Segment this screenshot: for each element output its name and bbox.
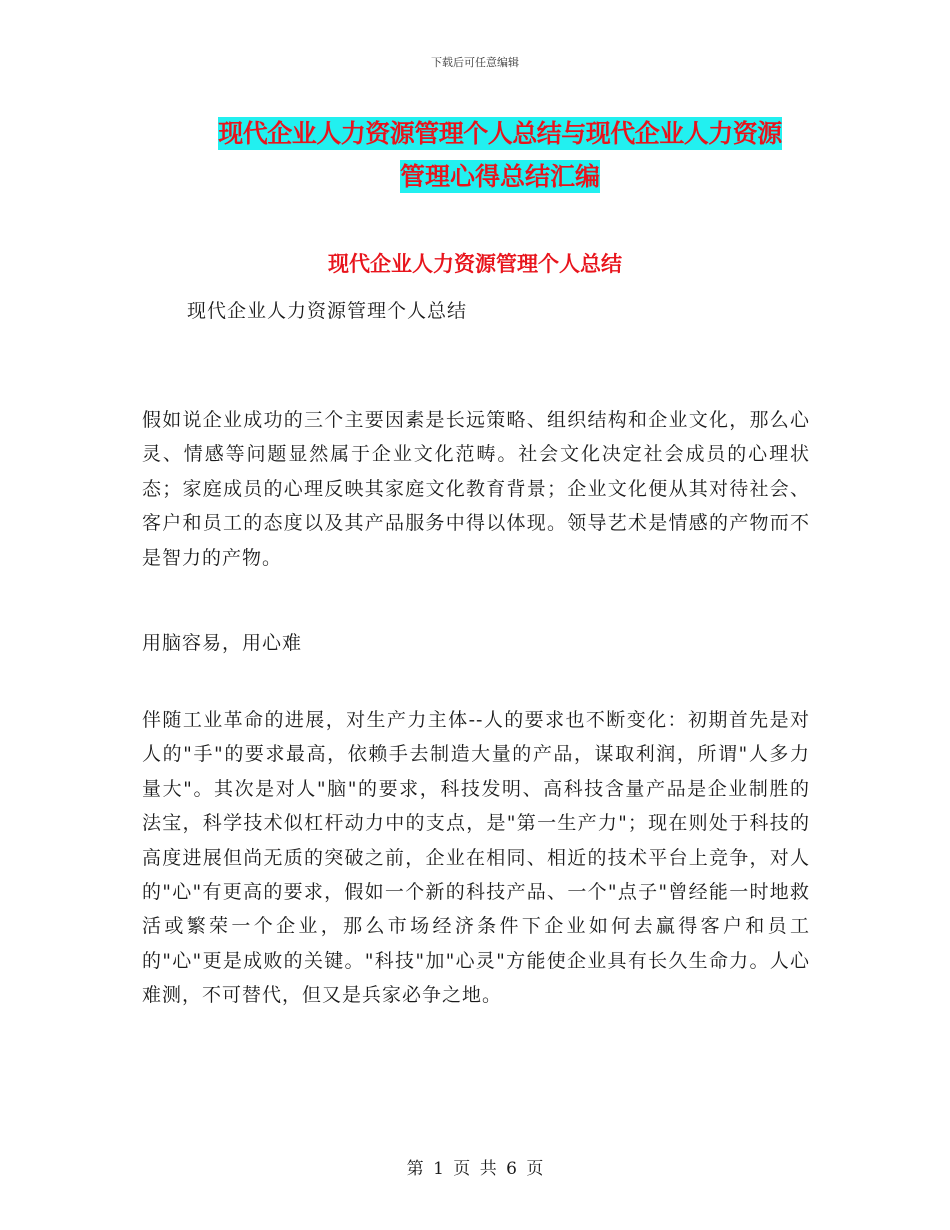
body-paragraph: 用脑容易，用心难 — [142, 632, 303, 654]
section-subtitle: 现代企业人力资源管理个人总结 — [187, 300, 468, 322]
body-paragraph: 假如说企业成功的三个主要因素是长远策略、组织结构和企业文化，那么心灵、情感等问题显然属于企业文化范畴。社会文化决定社会成员的心理状态；家庭成员的心理反映其家庭文化教育背景；企业文化便从其对待社会、客户和员工的态度以及其产品服务中得以体现。领导艺术是情感的产物而不是智力的产物。 — [142, 409, 810, 569]
page-footer: 第 1 页 共 6 页 — [406, 1159, 544, 1179]
document-main-title — [190, 112, 810, 198]
main-title-line-1: 现代企业人力资源管理个人总结与现代企业人力资源 — [218, 119, 782, 148]
header-note: 下载后可任意编辑 — [431, 56, 519, 69]
body-paragraph: 伴随工业革命的进展，对生产力主体--人的要求也不断变化：初期首先是对人的"手"的要求最高，依赖手去制造大量的产品，谋取利润，所谓"人多力量大"。其次是对人"脑"的要求，科技发明、高科技含量产品是企业制胜的法宝，科学技术似杠杆动力中的支点，是"第一生产力"；现在则处于科技的高度进展但尚无质的突破之前，企业在相同、相近的技术平台上竞争，对人的"心"有更高的要求，假如一个新的科技产品、一个"点子"曾经能一时地救活或繁荣一个企业，那么市场经济条件下企业如何去赢得客户和员工的"心"更是成败的关键。"科技"加"心灵"方能使企业具有长久生命力。人心难测，不可替代，但又是兵家必争之地。 — [142, 709, 810, 1007]
section-title: 现代企业人力资源管理个人总结 — [328, 252, 622, 276]
main-title-line-2: 管理心得总结汇编 — [399, 162, 600, 191]
